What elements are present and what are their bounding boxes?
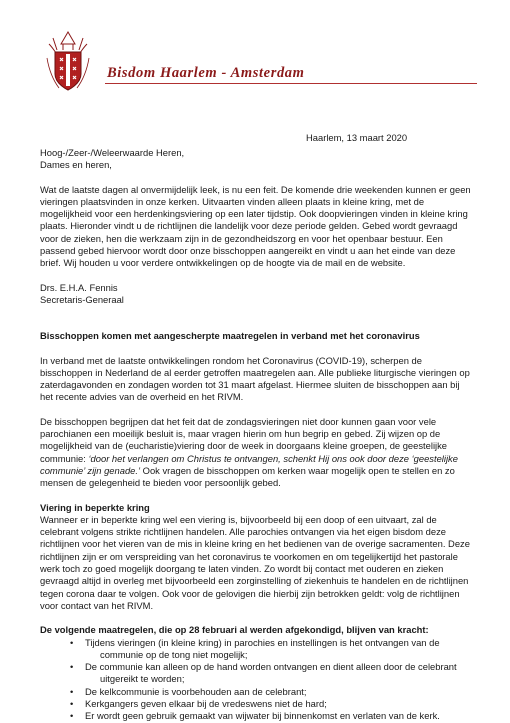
salutation-line-1: Hoog-/Zeer-/Weleerwaarde Heren, bbox=[40, 147, 185, 158]
list-item: • Tijdens vieringen (in kleine kring) in parochies en instellingen is het ontvangen van de communie op de tong niet mogelijk; bbox=[70, 636, 440, 660]
organization-name: Bisdom Haarlem - Amsterdam bbox=[107, 65, 305, 81]
subheading-viering: Viering in beperkte kring bbox=[40, 501, 150, 513]
list-item: • De kelkcommunie is voorbehouden aan de celebrant; bbox=[70, 685, 307, 697]
announcement-heading: Bisschoppen komen met aangescherpte maatregelen in verband met het coronavirus bbox=[40, 330, 420, 342]
para2-quote: ‘door het verlangen om Christus te ontvangen, schenkt Hij ons ook door deze ‘geestelijke communie’ zijn genade.’ bbox=[40, 452, 458, 476]
announcement-paragraph-2 bbox=[40, 416, 475, 490]
list-item: • Er wordt geen gebruik gemaakt van wijwater bij binnenkomst en verlaten van de kerk. bbox=[70, 710, 440, 722]
salutation-line-2: Dames en heren, bbox=[40, 159, 112, 171]
signatory-name: Drs. E.H.A. Fennis bbox=[40, 281, 118, 293]
letter-body bbox=[40, 147, 475, 723]
announcement-paragraph-1: In verband met de laatste ontwikkelingen rondom het Coronavirus (COVID-19), scherpen de bisschoppen in Nederland de al eerder getroffen maatregelen aan. Alle publieke liturgische vieringen op zaterdagavonden en zondagen worden tot 31 maart afgelast. Hiermee sluiten de bisschoppen aan bij het recente advies van de overheid en het RIVM. bbox=[40, 354, 470, 403]
list-item: • Kerkgangers geven elkaar bij de vredeswens niet de hard; bbox=[70, 697, 327, 709]
intro-paragraph: Wat de laatste dagen al onvermijdelijk leek, is nu een feit. De komende drie weekenden kunnen er geen vieringen plaatsvinden in onze kerken. Uitvaarten vinden alleen plaats in kleine kring, met de mogelijkheid voor een herdenkingsviering op een later tijdstip. Ook doopvieringen vinden in kleine kring plaats. Hieronder vindt u de richtlijnen die landelijk voor deze periode gelden. Gebed wordt gevraagd voor de zieken, hen die werkzaam zijn in de gezondheidszorg en voor het openbaar bestuur. Een passend gebed hiervoor wordt door onze bisschoppen aangereikt en vindt u aan het einde van deze brief. Wij houden u voor verdere ontwikkelingen op de hoogte via de mail en de website. bbox=[40, 183, 471, 269]
measures-heading: De volgende maatregelen, die op 28 februari al werden afgekondigd, blijven van kracht: bbox=[40, 624, 429, 636]
announcement-paragraph-3: Wanneer er in beperkte kring wel een viering is, bijvoorbeeld bij een doop of een uitvaart, zal de celebrant volgens strikte richtlijnen handelen. Alle parochies ontvangen via het eigen bisdom deze richtlijnen voor het vieren van de mis in kleine kring en het bedienen van de overige sacramenten. Deze richtlijnen zijn er om verspreiding van het coronavirus te voorkomen en om tegelijkertijd het pastorale werk toch zo goed mogelijk doorgang te laten vinden. Zo wordt bij contact met ouderen en zieken gevraagd altijd in overleg met bijvoorbeeld een zorginstelling of ziekenhuis te handelen en de richtlijnen tegen corona daar te volgen. Ook voor de gelovigen die hierbij zijn betrokken geldt: volg de richtlijnen voor contact van het RIVM. bbox=[40, 513, 470, 611]
measures-list bbox=[40, 637, 475, 723]
place-date: Haarlem, 13 maart 2020 bbox=[306, 132, 408, 143]
signatory-title: Secretaris-Generaal bbox=[40, 293, 124, 305]
list-item: • De communie kan alleen op de hand worden ontvangen en dient alleen door de celebrant uitgereikt te worden; bbox=[70, 661, 457, 685]
para2-text-b: Ook vragen de bisschoppen om kerken waar mogelijk open te stellen en zo mensen de gelegenheid te bieden voor persoonlijk gebed. bbox=[40, 464, 455, 489]
diocese-coat-of-arms-icon bbox=[41, 30, 95, 94]
header-divider bbox=[105, 83, 477, 84]
para2-text-a: De bisschoppen begrijpen dat het feit dat de zondagsvieringen niet door kunnen gaan voor vele parochianen een moeilijk besluit is, maar vragen hierin om hun begrip en gebed. Zij wijzen op de mogelijkheid van de (eucharistie)viering door de week in doorgaans kleine groepen, de geestelijke communie: bbox=[40, 415, 448, 464]
